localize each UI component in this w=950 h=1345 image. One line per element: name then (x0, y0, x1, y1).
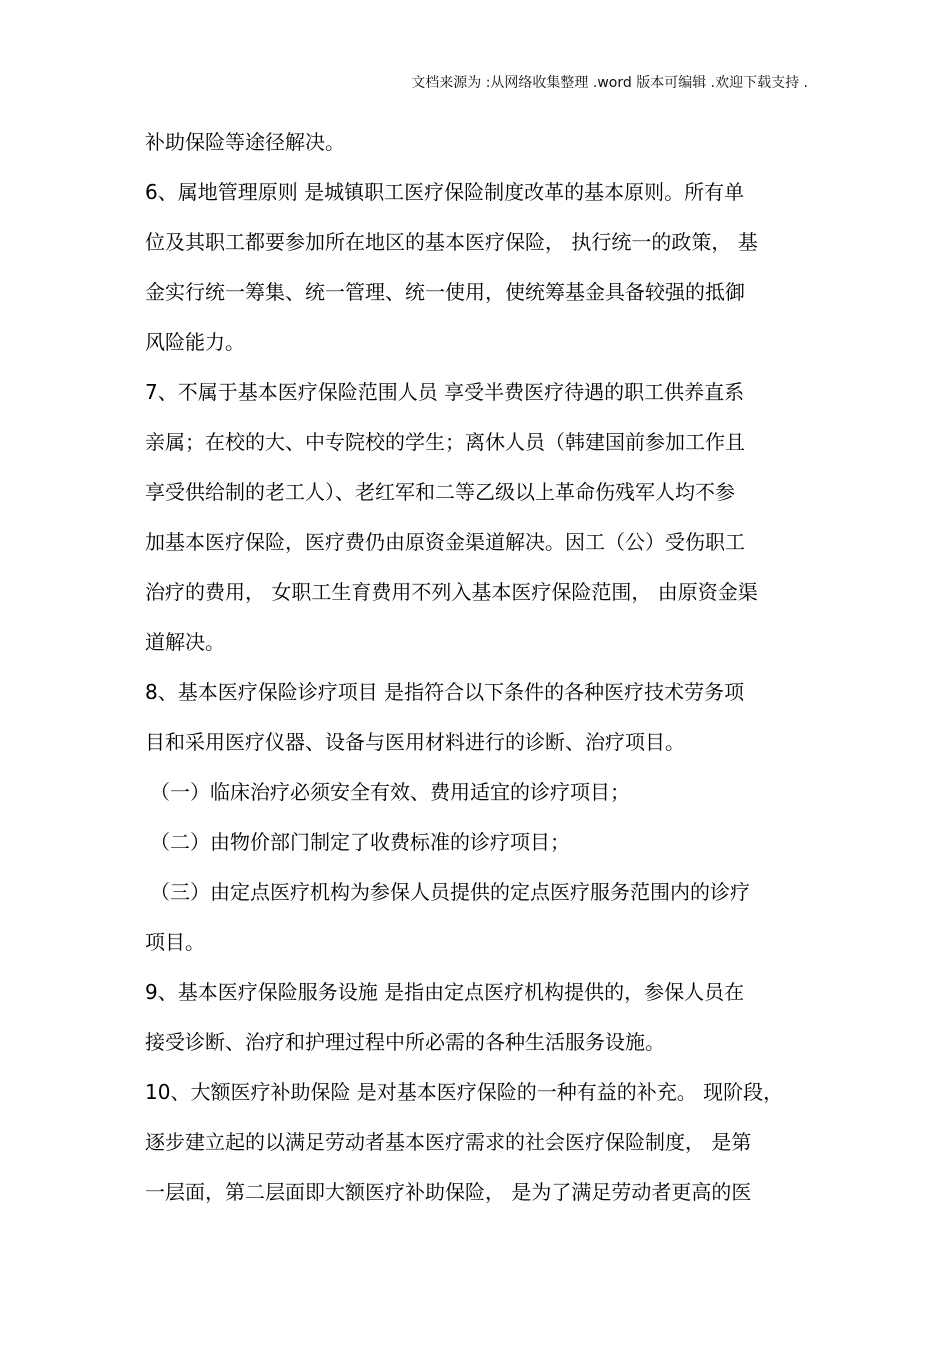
text-line: （三）由定点医疗机构为参保人员提供的定点医疗服务范围内的诊疗 (150, 880, 750, 904)
text-line: 接受诊断、治疗和护理过程中所必需的各种生活服务设施。 (145, 1030, 665, 1054)
text-line: 6、属地管理原则 是城镇职工医疗保险制度改革的基本原则。所有单 (145, 180, 745, 204)
text-line: 加基本医疗保险，医疗费仍由原资金渠道解决。因工（公）受伤职工 (145, 530, 745, 554)
text-line: 一层面，第二层面即大额医疗补助保险， 是为了满足劳动者更高的医 (145, 1180, 752, 1204)
text-line: 逐步建立起的以满足劳动者基本医疗需求的社会医疗保险制度， 是第 (145, 1130, 752, 1154)
text-line: 项目。 (145, 930, 205, 954)
text-line: 10、大额医疗补助保险 是对基本医疗保险的一种有益的补充。 现阶段， (145, 1080, 784, 1104)
text-line: 8、基本医疗保险诊疗项目 是指符合以下条件的各种医疗技术劳务项 (145, 680, 745, 704)
text-line: 享受供给制的老工人）、老红军和二等乙级以上革命伤残军人均不参 (145, 480, 735, 504)
text-line: （一）临床治疗必须安全有效、费用适宜的诊疗项目； (150, 780, 630, 804)
text-line: 位及其职工都要参加所在地区的基本医疗保险， 执行统一的政策， 基 (145, 230, 758, 254)
text-line: 亲属；在校的大、中专院校的学生；离休人员（韩建国前参加工作且 (145, 430, 745, 454)
text-line: 治疗的费用， 女职工生育费用不列入基本医疗保险范围， 由原资金渠 (145, 580, 758, 604)
text-line: 道解决。 (145, 630, 225, 654)
text-line: （二）由物价部门制定了收费标准的诊疗项目； (150, 830, 570, 854)
text-line: 目和采用医疗仪器、设备与医用材料进行的诊断、治疗项目。 (145, 730, 685, 754)
page-header-source-note: 文档来源为 :从网络收集整理 .word 版本可编辑 .欢迎下载支持 . (411, 75, 808, 91)
text-line: 风险能力。 (145, 330, 245, 354)
text-line: 补助保险等途径解决。 (145, 130, 345, 154)
text-line: 9、基本医疗保险服务设施 是指由定点医疗机构提供的，参保人员在 (145, 980, 745, 1004)
text-line: 7、不属于基本医疗保险范围人员 享受半费医疗待遇的职工供养直系 (145, 380, 745, 404)
text-line: 金实行统一筹集、统一管理、统一使用，使统筹基金具备较强的抵御 (145, 280, 745, 304)
